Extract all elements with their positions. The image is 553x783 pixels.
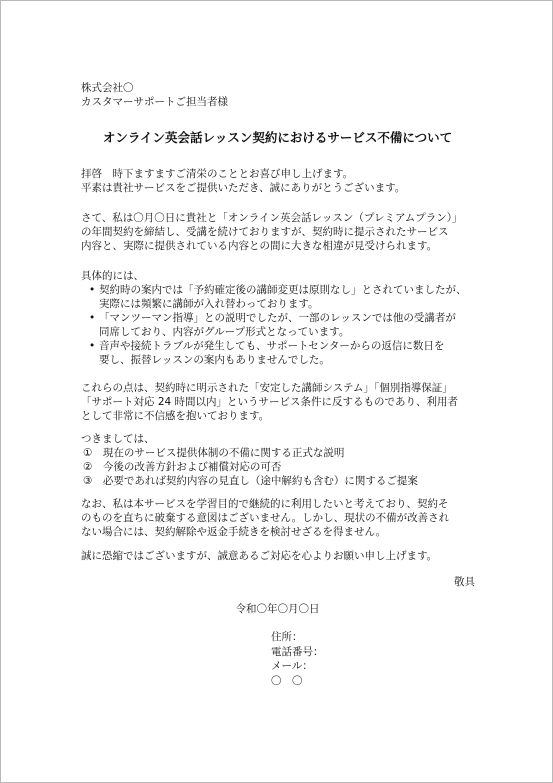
bullet-text: 契約時の案内では「予約確定後の講師変更は原則なし」とされていましたが、 bbox=[99, 284, 467, 296]
request-item: ③ 必要であれば契約内容の見直し（途中解約も含む）に関するご提案 bbox=[83, 475, 418, 487]
sender-address: 住所： bbox=[271, 631, 303, 643]
addressee-company: 株式会社〇 bbox=[81, 82, 134, 94]
addressee-block bbox=[81, 81, 481, 109]
bullet-text: 音声や接続トラブルが発生しても、サポートセンターからの返信に数日を bbox=[99, 340, 445, 352]
bullet-continuation: 同席しており、内容がグループ形式となっています。 bbox=[99, 326, 350, 338]
notice-line: ない場合には、契約解除や返金手続きを検討せざるを得ません。 bbox=[81, 526, 387, 538]
bullet-item bbox=[89, 311, 481, 325]
bullet-text: 「マンツーマン指導」との説明でしたが、一部のレッスンでは他の受講者が bbox=[99, 312, 456, 324]
requests-heading: つきましては、 bbox=[81, 433, 155, 445]
requests-list bbox=[81, 446, 481, 488]
greeting-paragraph bbox=[81, 167, 481, 195]
details-bullet-list bbox=[81, 283, 481, 367]
sender-name: 〇 〇 bbox=[271, 674, 303, 687]
bullet-icon: • bbox=[89, 340, 96, 352]
summary-line: 「サポート対応 24 時間以内」というサービス条件に反するものであり、利用者 bbox=[81, 396, 459, 408]
bullet-icon: • bbox=[89, 312, 96, 324]
request-item: ② 今後の改善方針および補償対応の可否 bbox=[83, 461, 282, 473]
bullet-item bbox=[89, 339, 481, 353]
bullet-icon: • bbox=[89, 284, 96, 296]
sender-email: メール： bbox=[271, 660, 313, 672]
closing-request-line: 誠に恐縮ではございますが、誠意あるご対応を心よりお願い申し上げます。 bbox=[81, 550, 438, 562]
letter-title: オンライン英会話レッスン契約におけるサービス不備について bbox=[102, 130, 453, 145]
notice-paragraph bbox=[81, 497, 481, 539]
notice-line: のものを直ちに破棄する意図はございません。しかし、現状の不備が改善され bbox=[81, 512, 450, 524]
intro-line: さて、私は〇月〇日に貴社と「オンライン英会話レッスン（プレミアムプラン）」 bbox=[81, 212, 463, 224]
notice-line: なお、私は本サービスを学習目的で継続的に利用したいと考えており、契約そ bbox=[81, 498, 449, 510]
greeting-line: 拝啓 時下ますますご清栄のこととお喜び申し上げます。 bbox=[81, 168, 354, 180]
bullet-item bbox=[89, 283, 481, 297]
summary-line: として非常に不信感を抱いております。 bbox=[81, 410, 270, 422]
intro-paragraph bbox=[81, 211, 481, 253]
request-item: ① 現在のサービス提供体制の不備に関する正式な説明 bbox=[83, 447, 345, 459]
bullet-continuation: 実際には頻繁に講師が入れ替わっております。 bbox=[99, 298, 319, 310]
intro-line: の年間契約を締結し、受講を続けておりますが、契約時に提示されたサービス bbox=[81, 226, 449, 238]
addressee-department: カスタマーサポートご担当者様 bbox=[81, 96, 228, 108]
greeting-line: 平素は貴社サービスをご提供いただき、誠にありがとうございます。 bbox=[81, 182, 406, 194]
letter-date: 令和〇年〇月〇日 bbox=[235, 603, 320, 615]
sender-block bbox=[271, 630, 324, 688]
details-section bbox=[81, 269, 481, 367]
summary-paragraph bbox=[81, 381, 481, 423]
closing-word: 敬具 bbox=[454, 576, 475, 588]
details-heading: 具体的には、 bbox=[81, 270, 144, 282]
bullet-continuation: 要し、振替レッスンの案内もありませんでした。 bbox=[99, 354, 330, 366]
closing-request bbox=[81, 549, 481, 563]
intro-line: 内容と、実際に提供されている内容との間に大きな相違が見受けられます。 bbox=[81, 240, 438, 252]
requests-section bbox=[81, 432, 481, 488]
sender-phone: 電話番号： bbox=[271, 645, 324, 658]
summary-line: これらの点は、契約時に明示された「安定した講師システム」「個別指導保証」 bbox=[81, 382, 453, 394]
